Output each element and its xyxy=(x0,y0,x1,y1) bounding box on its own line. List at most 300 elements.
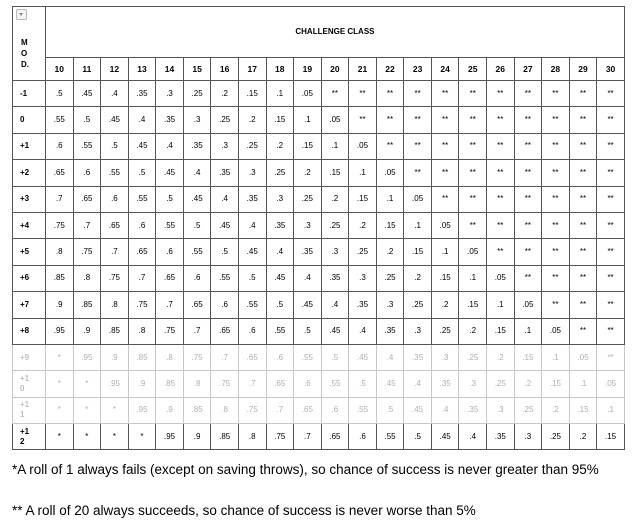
table-cell: .75 xyxy=(238,397,266,423)
table-cell: .15 xyxy=(431,265,459,291)
table-cell: * xyxy=(46,397,74,423)
table-cell: .7 xyxy=(238,371,266,397)
table-cell: .5 xyxy=(266,292,294,318)
mod-cell: +1 1 xyxy=(13,397,46,423)
table-cell: ** xyxy=(569,133,597,159)
table-cell: .35 xyxy=(431,371,459,397)
table-cell: .85 xyxy=(128,344,156,370)
table-cell: ** xyxy=(597,160,625,186)
table-cell: .15 xyxy=(569,397,597,423)
table-cell: .55 xyxy=(238,292,266,318)
table-cell: ** xyxy=(597,265,625,291)
table-cell: .15 xyxy=(597,424,625,450)
table-cell: .9 xyxy=(101,344,129,370)
table-cell: .9 xyxy=(73,318,101,344)
table-cell: .05 xyxy=(542,318,570,344)
table-cell: .35 xyxy=(183,133,211,159)
table-cell: ** xyxy=(514,81,542,107)
table-cell: .1 xyxy=(542,344,570,370)
table-cell: .25 xyxy=(514,397,542,423)
table-cell: ** xyxy=(569,81,597,107)
table-cell: ** xyxy=(542,292,570,318)
table-cell: .6 xyxy=(294,371,322,397)
table-cell: .3 xyxy=(294,212,322,238)
table-cell: .1 xyxy=(321,133,349,159)
table-cell: .6 xyxy=(349,424,377,450)
table-cell: ** xyxy=(459,212,487,238)
dropdown-toggle-icon[interactable] xyxy=(16,9,27,20)
table-cell: .5 xyxy=(238,265,266,291)
table-cell: ** xyxy=(597,107,625,133)
table-cell: ** xyxy=(431,160,459,186)
table-cell: .25 xyxy=(211,107,239,133)
table-cell: ** xyxy=(376,133,404,159)
table-cell: .3 xyxy=(211,133,239,159)
table-cell: .2 xyxy=(404,265,432,291)
table-cell: ** xyxy=(487,186,515,212)
table-cell: ** xyxy=(431,186,459,212)
table-cell: .2 xyxy=(321,186,349,212)
table-cell: .1 xyxy=(431,239,459,265)
mod-header-line: O xyxy=(21,49,28,58)
mod-cell: +3 xyxy=(13,186,46,212)
table-cell: .55 xyxy=(183,239,211,265)
table-cell: .45 xyxy=(128,133,156,159)
table-cell: .45 xyxy=(431,424,459,450)
table-cell: .4 xyxy=(294,265,322,291)
table-cell: ** xyxy=(431,81,459,107)
mod-header xyxy=(13,7,46,81)
table-cell: .65 xyxy=(128,239,156,265)
table-cell: .05 xyxy=(294,81,322,107)
table-cell: .35 xyxy=(404,344,432,370)
mod-cell: +1 xyxy=(13,133,46,159)
table-cell: .85 xyxy=(101,318,129,344)
table-cell: .05 xyxy=(321,107,349,133)
table-cell: .15 xyxy=(404,239,432,265)
table-cell: .8 xyxy=(101,292,129,318)
table-cell: .3 xyxy=(514,424,542,450)
table-cell: ** xyxy=(542,239,570,265)
table-cell: * xyxy=(128,424,156,450)
table-cell: .7 xyxy=(211,344,239,370)
table-cell: .3 xyxy=(431,344,459,370)
table-cell: ** xyxy=(542,265,570,291)
table-cell: ** xyxy=(569,265,597,291)
table-cell: ** xyxy=(349,107,377,133)
table-cell: .55 xyxy=(101,160,129,186)
table-cell: .45 xyxy=(238,239,266,265)
table-cell: ** xyxy=(569,318,597,344)
table-cell: .6 xyxy=(46,133,74,159)
table-cell: ** xyxy=(542,212,570,238)
table-cell: .55 xyxy=(211,265,239,291)
table-cell: .6 xyxy=(128,212,156,238)
table-cell: .3 xyxy=(376,292,404,318)
table-row xyxy=(13,318,625,344)
table-cell: ** xyxy=(597,239,625,265)
table-cell: ** xyxy=(597,318,625,344)
column-header: 15 xyxy=(183,58,211,81)
table-cell: .25 xyxy=(487,371,515,397)
table-cell: .2 xyxy=(459,318,487,344)
table-cell: .8 xyxy=(73,265,101,291)
table-cell: .25 xyxy=(294,186,322,212)
table-cell: .2 xyxy=(266,133,294,159)
table-cell: .15 xyxy=(349,186,377,212)
table-cell: .65 xyxy=(46,160,74,186)
table-cell: .15 xyxy=(294,133,322,159)
table-cell: .55 xyxy=(266,318,294,344)
table-cell: ** xyxy=(487,81,515,107)
table-cell: * xyxy=(73,397,101,423)
table-cell: .45 xyxy=(156,160,184,186)
table-cell: * xyxy=(46,424,74,450)
column-header: 11 xyxy=(73,58,101,81)
table-cell: .5 xyxy=(376,397,404,423)
table-row xyxy=(13,239,625,265)
table-cell: .85 xyxy=(183,397,211,423)
table-cell: .35 xyxy=(211,160,239,186)
table-cell: .65 xyxy=(183,292,211,318)
table-cell: .45 xyxy=(294,292,322,318)
table-cell: .05 xyxy=(349,133,377,159)
table-row xyxy=(13,133,625,159)
table-cell: .8 xyxy=(211,397,239,423)
table-cell: .8 xyxy=(128,318,156,344)
table-cell: .55 xyxy=(46,107,74,133)
table-cell: ** xyxy=(376,81,404,107)
table-row xyxy=(13,186,625,212)
table-cell: .2 xyxy=(238,107,266,133)
table-cell: .5 xyxy=(211,239,239,265)
table-cell: .55 xyxy=(376,424,404,450)
mod-header-line: D. xyxy=(21,60,29,69)
table-cell: .45 xyxy=(404,397,432,423)
column-header: 24 xyxy=(431,58,459,81)
table-cell: .85 xyxy=(156,371,184,397)
table-cell: ** xyxy=(404,133,432,159)
table-cell: .2 xyxy=(376,239,404,265)
table-cell: .4 xyxy=(211,186,239,212)
table-cell: ** xyxy=(487,107,515,133)
table-cell: .95 xyxy=(46,318,74,344)
table-cell: .55 xyxy=(128,186,156,212)
table-cell: ** xyxy=(514,107,542,133)
table-cell: ** xyxy=(542,186,570,212)
table-cell: * xyxy=(73,424,101,450)
column-header: 12 xyxy=(101,58,129,81)
table-cell: .6 xyxy=(101,186,129,212)
table-cell: .25 xyxy=(321,212,349,238)
column-header: 17 xyxy=(238,58,266,81)
table-cell: .5 xyxy=(128,160,156,186)
mod-cell: +1 2 xyxy=(13,424,46,450)
table-cell: ** xyxy=(514,239,542,265)
table-cell: .6 xyxy=(321,397,349,423)
challenge-class-header: CHALLENGE CLASS xyxy=(46,7,625,58)
table-cell: .35 xyxy=(128,81,156,107)
table-cell: .7 xyxy=(266,397,294,423)
table-cell: .15 xyxy=(487,318,515,344)
table-cell: .25 xyxy=(459,344,487,370)
table-cell: .65 xyxy=(266,371,294,397)
table-cell: .35 xyxy=(376,318,404,344)
table-cell: ** xyxy=(569,292,597,318)
table-cell: .95 xyxy=(73,344,101,370)
table-cell: .3 xyxy=(349,265,377,291)
table-cell: .8 xyxy=(238,424,266,450)
table-cell: ** xyxy=(404,160,432,186)
column-header: 21 xyxy=(349,58,377,81)
table-cell: ** xyxy=(569,186,597,212)
table-cell: .9 xyxy=(183,424,211,450)
column-header: 18 xyxy=(266,58,294,81)
table-cell: .4 xyxy=(404,371,432,397)
table-cell: ** xyxy=(459,186,487,212)
table-cell: .65 xyxy=(238,344,266,370)
table-cell: .45 xyxy=(211,212,239,238)
table-cell: .65 xyxy=(156,265,184,291)
table-cell: .4 xyxy=(349,318,377,344)
table-cell: .15 xyxy=(321,160,349,186)
table-cell: .8 xyxy=(46,239,74,265)
table-cell: ** xyxy=(597,212,625,238)
table-cell: ** xyxy=(514,265,542,291)
table-cell: .05 xyxy=(376,160,404,186)
table-cell: .6 xyxy=(211,292,239,318)
table-cell: .85 xyxy=(211,424,239,450)
table-cell: .15 xyxy=(542,371,570,397)
table-cell: .45 xyxy=(266,265,294,291)
table-cell: .5 xyxy=(183,212,211,238)
table-cell: .4 xyxy=(156,133,184,159)
table-cell: .9 xyxy=(46,292,74,318)
table-cell: * xyxy=(46,371,74,397)
column-header: 22 xyxy=(376,58,404,81)
table-cell: .05 xyxy=(514,292,542,318)
table-cell: ** xyxy=(569,212,597,238)
table-cell: ** xyxy=(459,160,487,186)
table-cell: .45 xyxy=(183,186,211,212)
column-header: 30 xyxy=(597,58,625,81)
table-cell: .05 xyxy=(569,344,597,370)
table-cell: .5 xyxy=(294,318,322,344)
table-cell: .65 xyxy=(73,186,101,212)
column-header: 19 xyxy=(294,58,322,81)
table-cell: .5 xyxy=(404,424,432,450)
table-cell: .1 xyxy=(294,107,322,133)
table-cell: .55 xyxy=(294,344,322,370)
mod-cell: +6 xyxy=(13,265,46,291)
column-header: 27 xyxy=(514,58,542,81)
table-cell: .45 xyxy=(73,81,101,107)
table-cell: .15 xyxy=(459,292,487,318)
table-row xyxy=(13,107,625,133)
table-cell: .55 xyxy=(321,371,349,397)
table-cell: .2 xyxy=(542,397,570,423)
table-cell: .75 xyxy=(128,292,156,318)
table-cell: .3 xyxy=(156,81,184,107)
table-cell: ** xyxy=(597,344,625,370)
table-cell: .8 xyxy=(183,371,211,397)
table-row xyxy=(13,397,625,423)
table-cell: .9 xyxy=(156,397,184,423)
mod-cell: +4 xyxy=(13,212,46,238)
table-row xyxy=(13,265,625,291)
footnote-critical-fail: *A roll of 1 always fails (except on saving throws), so chance of success is never greater than 95% xyxy=(12,462,599,477)
table-cell: .7 xyxy=(46,186,74,212)
table-cell: ** xyxy=(349,81,377,107)
table-cell: ** xyxy=(321,81,349,107)
table-row xyxy=(13,371,625,397)
challenge-class-table xyxy=(12,6,625,450)
table-cell: ** xyxy=(431,133,459,159)
table-cell: .05 xyxy=(459,239,487,265)
mod-cell: +9 xyxy=(13,344,46,370)
table-cell: .35 xyxy=(294,239,322,265)
table-cell: .75 xyxy=(211,371,239,397)
column-header: 16 xyxy=(211,58,239,81)
header-row-title xyxy=(13,7,625,58)
table-cell: .75 xyxy=(266,424,294,450)
table-cell: .05 xyxy=(487,265,515,291)
table-cell: .5 xyxy=(321,344,349,370)
table-cell: .75 xyxy=(183,344,211,370)
table-cell: ** xyxy=(487,160,515,186)
table-cell: .35 xyxy=(156,107,184,133)
table-cell: ** xyxy=(569,107,597,133)
table-cell: .45 xyxy=(321,318,349,344)
table-cell: * xyxy=(101,397,129,423)
table-row xyxy=(13,292,625,318)
table-cell: ** xyxy=(459,107,487,133)
table-cell: .65 xyxy=(211,318,239,344)
table-cell: ** xyxy=(569,160,597,186)
mod-cell: 0 xyxy=(13,107,46,133)
table-cell: ** xyxy=(597,81,625,107)
column-header: 20 xyxy=(321,58,349,81)
table-cell: .35 xyxy=(266,212,294,238)
table-cell: .55 xyxy=(156,212,184,238)
table-cell: * xyxy=(101,424,129,450)
table-cell: .5 xyxy=(101,133,129,159)
table-cell: .15 xyxy=(376,212,404,238)
table-cell: .75 xyxy=(101,265,129,291)
table-cell: .25 xyxy=(376,265,404,291)
mod-cell: +8 xyxy=(13,318,46,344)
table-cell: ** xyxy=(542,107,570,133)
table-cell: .3 xyxy=(487,397,515,423)
table-cell: .6 xyxy=(73,160,101,186)
table-cell: .75 xyxy=(46,212,74,238)
table-cell: .2 xyxy=(349,212,377,238)
table-cell: .05 xyxy=(404,186,432,212)
table-cell: .65 xyxy=(321,424,349,450)
table-cell: .35 xyxy=(459,397,487,423)
table-cell: .55 xyxy=(73,133,101,159)
table-cell: .3 xyxy=(459,371,487,397)
table-row xyxy=(13,424,625,450)
table-cell: .3 xyxy=(238,160,266,186)
table-cell: .7 xyxy=(73,212,101,238)
table-cell: ** xyxy=(542,81,570,107)
table-cell: .4 xyxy=(128,107,156,133)
table-cell: .4 xyxy=(321,292,349,318)
mod-cell: +7 xyxy=(13,292,46,318)
table-cell: .2 xyxy=(569,424,597,450)
table-cell: .45 xyxy=(101,107,129,133)
table-cell: .1 xyxy=(459,265,487,291)
table-row xyxy=(13,160,625,186)
table-cell: .2 xyxy=(431,292,459,318)
column-header: 26 xyxy=(487,58,515,81)
table-cell: * xyxy=(46,344,74,370)
table-cell: .4 xyxy=(238,212,266,238)
table-cell: .35 xyxy=(321,265,349,291)
table-cell: .85 xyxy=(73,292,101,318)
table-cell: .7 xyxy=(101,239,129,265)
table-cell: .1 xyxy=(404,212,432,238)
table-cell: .4 xyxy=(101,81,129,107)
table-cell: .6 xyxy=(183,265,211,291)
table-cell: .25 xyxy=(349,239,377,265)
table-cell: .3 xyxy=(266,186,294,212)
table-cell: ** xyxy=(542,133,570,159)
table-row xyxy=(13,212,625,238)
table-cell: .25 xyxy=(238,133,266,159)
table-cell: ** xyxy=(487,212,515,238)
table-cell: .2 xyxy=(514,371,542,397)
table-cell: .4 xyxy=(183,160,211,186)
table-cell: ** xyxy=(514,133,542,159)
table-cell: ** xyxy=(542,160,570,186)
table-cell: .65 xyxy=(294,397,322,423)
table-cell: .1 xyxy=(597,397,625,423)
table-cell: .1 xyxy=(514,318,542,344)
table-cell: ** xyxy=(514,160,542,186)
footnote-critical-success: ** A roll of 20 always succeeds, so chance of success is never worse than 5% xyxy=(12,503,476,518)
table-cell: ** xyxy=(597,133,625,159)
table-cell: .1 xyxy=(266,81,294,107)
table-cell: .7 xyxy=(156,292,184,318)
table-cell: .4 xyxy=(459,424,487,450)
table-cell: .6 xyxy=(266,344,294,370)
table-cell: ** xyxy=(487,133,515,159)
table-cell: .5 xyxy=(73,107,101,133)
table-cell: .3 xyxy=(321,239,349,265)
table-cell: .25 xyxy=(404,292,432,318)
table-cell: .1 xyxy=(569,371,597,397)
table-cell: .8 xyxy=(156,344,184,370)
header-row-columns xyxy=(13,58,625,81)
table-cell: .2 xyxy=(211,81,239,107)
column-header: 23 xyxy=(404,58,432,81)
mod-cell: +1 0 xyxy=(13,371,46,397)
table-cell: .5 xyxy=(156,186,184,212)
table-cell: .4 xyxy=(266,239,294,265)
column-header: 28 xyxy=(542,58,570,81)
table-row xyxy=(13,81,625,107)
table-cell: ** xyxy=(404,107,432,133)
table-cell: ** xyxy=(404,81,432,107)
table-cell: ** xyxy=(569,239,597,265)
table-cell: .5 xyxy=(349,371,377,397)
table-cell: ** xyxy=(431,107,459,133)
table-cell: ** xyxy=(597,292,625,318)
table-cell: .35 xyxy=(238,186,266,212)
column-header: 29 xyxy=(569,58,597,81)
